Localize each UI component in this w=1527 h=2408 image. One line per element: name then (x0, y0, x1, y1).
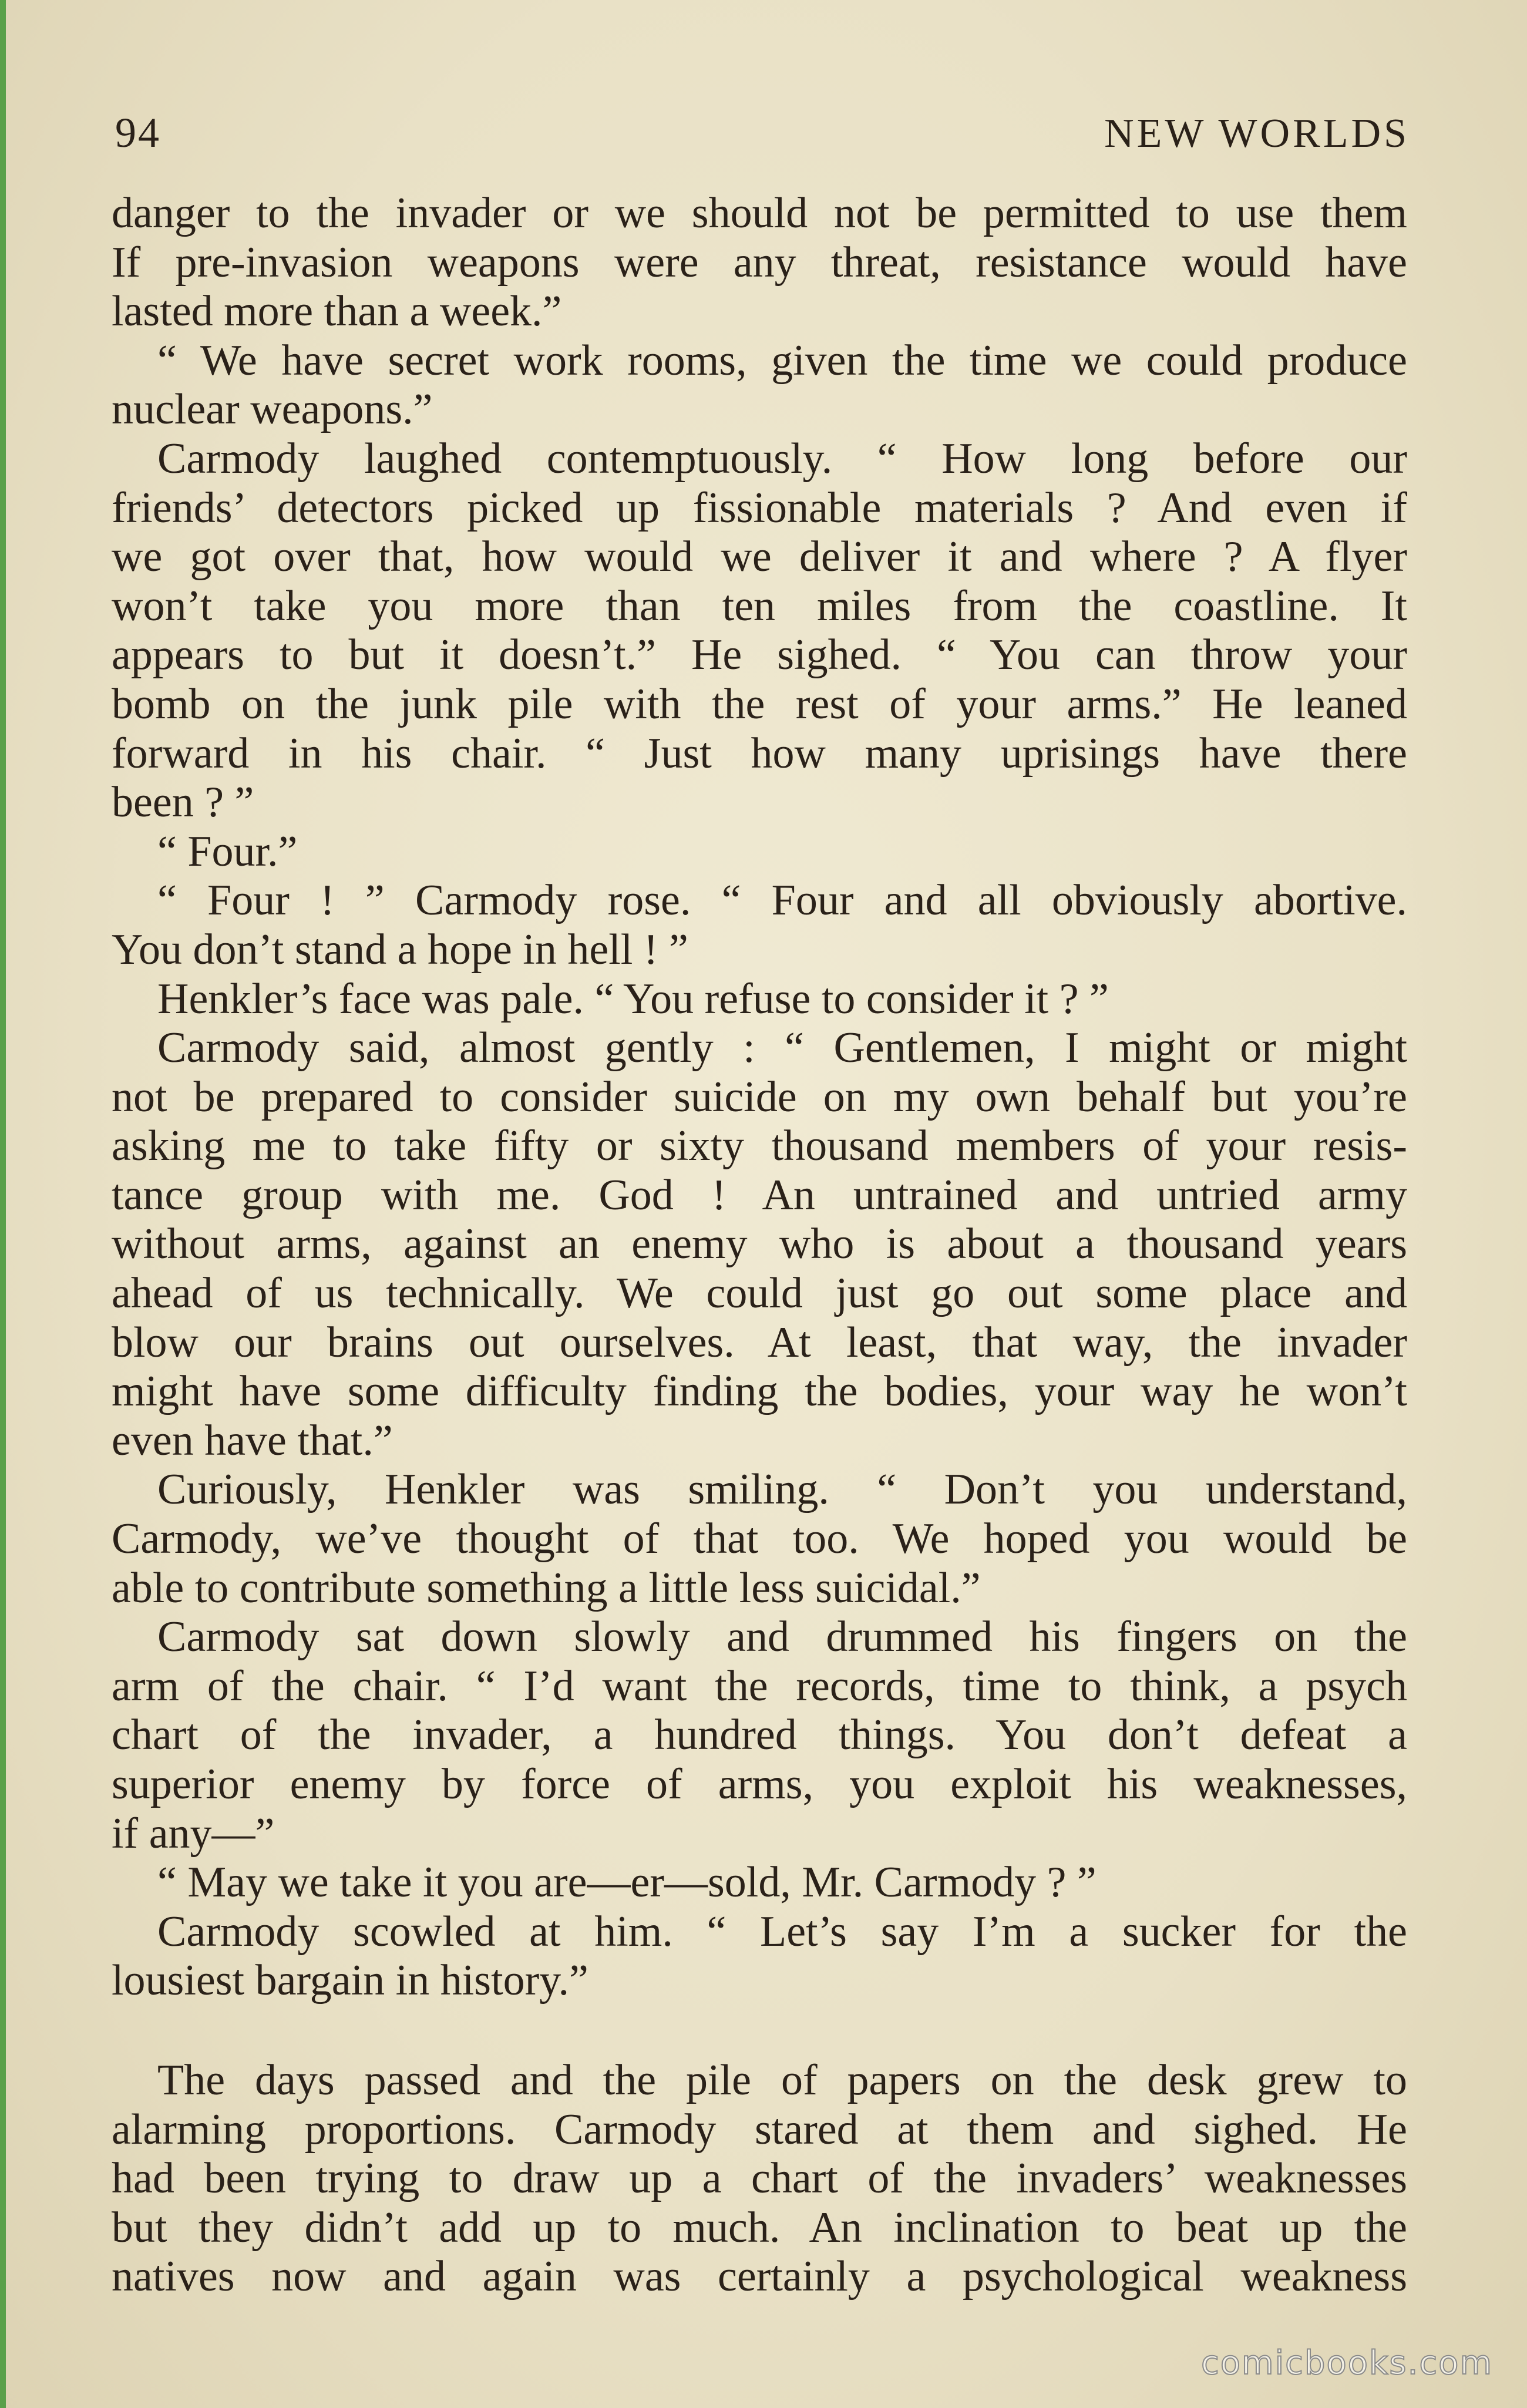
text-line: ahead of us technically. We could just go out some place and (112, 1269, 1407, 1318)
text-line: arm of the chair. “ I’d want the records, time to think, a psych (112, 1662, 1407, 1710)
text-line: but they didn’t add up to much. An inclination to beat up the (112, 2203, 1407, 2252)
text-line: natives now and again was certainly a psychological weakness (112, 2252, 1407, 2301)
text-line: asking me to take fifty or sixty thousand members of your resis- (112, 1122, 1407, 1171)
watermark: comicbooks.com (1200, 2344, 1493, 2382)
text-line: “ We have secret work rooms, given the time we could produce (157, 336, 1407, 385)
page-edge (0, 0, 6, 2408)
text-line: “ May we take it you are—er—sold, Mr. Carmody ? ” (157, 1858, 1097, 1907)
text-line: blow our brains out ourselves. At least, that way, the invader (112, 1318, 1407, 1367)
text-line: able to contribute something a little less suicidal.” (112, 1563, 981, 1612)
section-break (112, 2006, 1407, 2056)
text-line: might have some difficulty finding the bodies, your way he won’t (112, 1367, 1407, 1416)
text-line: been ? ” (112, 778, 254, 827)
text-line: had been trying to draw up a chart of the invaders’ weaknesses (112, 2154, 1407, 2203)
text-line: Carmody sat down slowly and drummed his fingers on the (157, 1613, 1407, 1662)
body-text (112, 189, 1407, 2302)
text-line: Carmody scowled at him. “ Let’s say I’m a sucker for the (157, 1907, 1407, 1956)
page-number: 94 (115, 109, 161, 156)
text-line: chart of the invader, a hundred things. You don’t defeat a (112, 1711, 1407, 1760)
text-line: bomb on the junk pile with the rest of your arms.” He leaned (112, 680, 1407, 728)
text-line: alarming proportions. Carmody stared at them and sighed. He (112, 2105, 1407, 2154)
text-line: If pre-invasion weapons were any threat, resistance would have (112, 238, 1407, 287)
text-line: if any—” (112, 1809, 275, 1858)
text-line: Curiously, Henkler was smiling. “ Don’t you understand, (157, 1465, 1407, 1514)
text-line: You don’t stand a hope in hell ! ” (112, 925, 688, 974)
text-line: even have that.” (112, 1416, 393, 1465)
text-line: forward in his chair. “ Just how many uprisings have there (112, 729, 1407, 778)
text-line: Carmody laughed contemptuously. “ How long before our (157, 434, 1407, 483)
text-line: superior enemy by force of arms, you exploit his weaknesses, (112, 1760, 1407, 1808)
text-line: friends’ detectors picked up fissionable materials ? And even if (112, 483, 1407, 532)
text-line: The days passed and the pile of papers on the desk grew to (157, 2056, 1407, 2104)
text-line: not be prepared to consider suicide on my own behalf but you’re (112, 1072, 1407, 1121)
text-line: tance group with me. God ! An untrained and untried army (112, 1171, 1407, 1219)
text-line: nuclear weapons.” (112, 385, 433, 434)
text-line: won’t take you more than ten miles from the coastline. It (112, 581, 1407, 630)
running-title: NEW WORLDS (1104, 111, 1410, 156)
text-line: Henkler’s face was pale. “ You refuse to consider it ? ” (157, 974, 1109, 1023)
text-line: danger to the invader or we should not be permitted to use them (112, 189, 1407, 237)
text-line: appears to but it doesn’t.” He sighed. “ You can throw your (112, 631, 1407, 680)
text-line: “ Four ! ” Carmody rose. “ Four and all obviously abortive. (157, 876, 1407, 925)
page-header (115, 99, 1410, 157)
text-line: Carmody, we’ve thought of that too. We hoped you would be (112, 1515, 1407, 1563)
text-line: without arms, against an enemy who is about a thousand years (112, 1220, 1407, 1269)
text-line: “ Four.” (157, 827, 298, 876)
text-line: Carmody said, almost gently : “ Gentlemen, I might or might (157, 1024, 1407, 1072)
text-line: lousiest bargain in history.” (112, 1956, 588, 2005)
text-line: we got over that, how would we deliver it and where ? A flyer (112, 533, 1407, 581)
text-line: lasted more than a week.” (112, 287, 562, 336)
